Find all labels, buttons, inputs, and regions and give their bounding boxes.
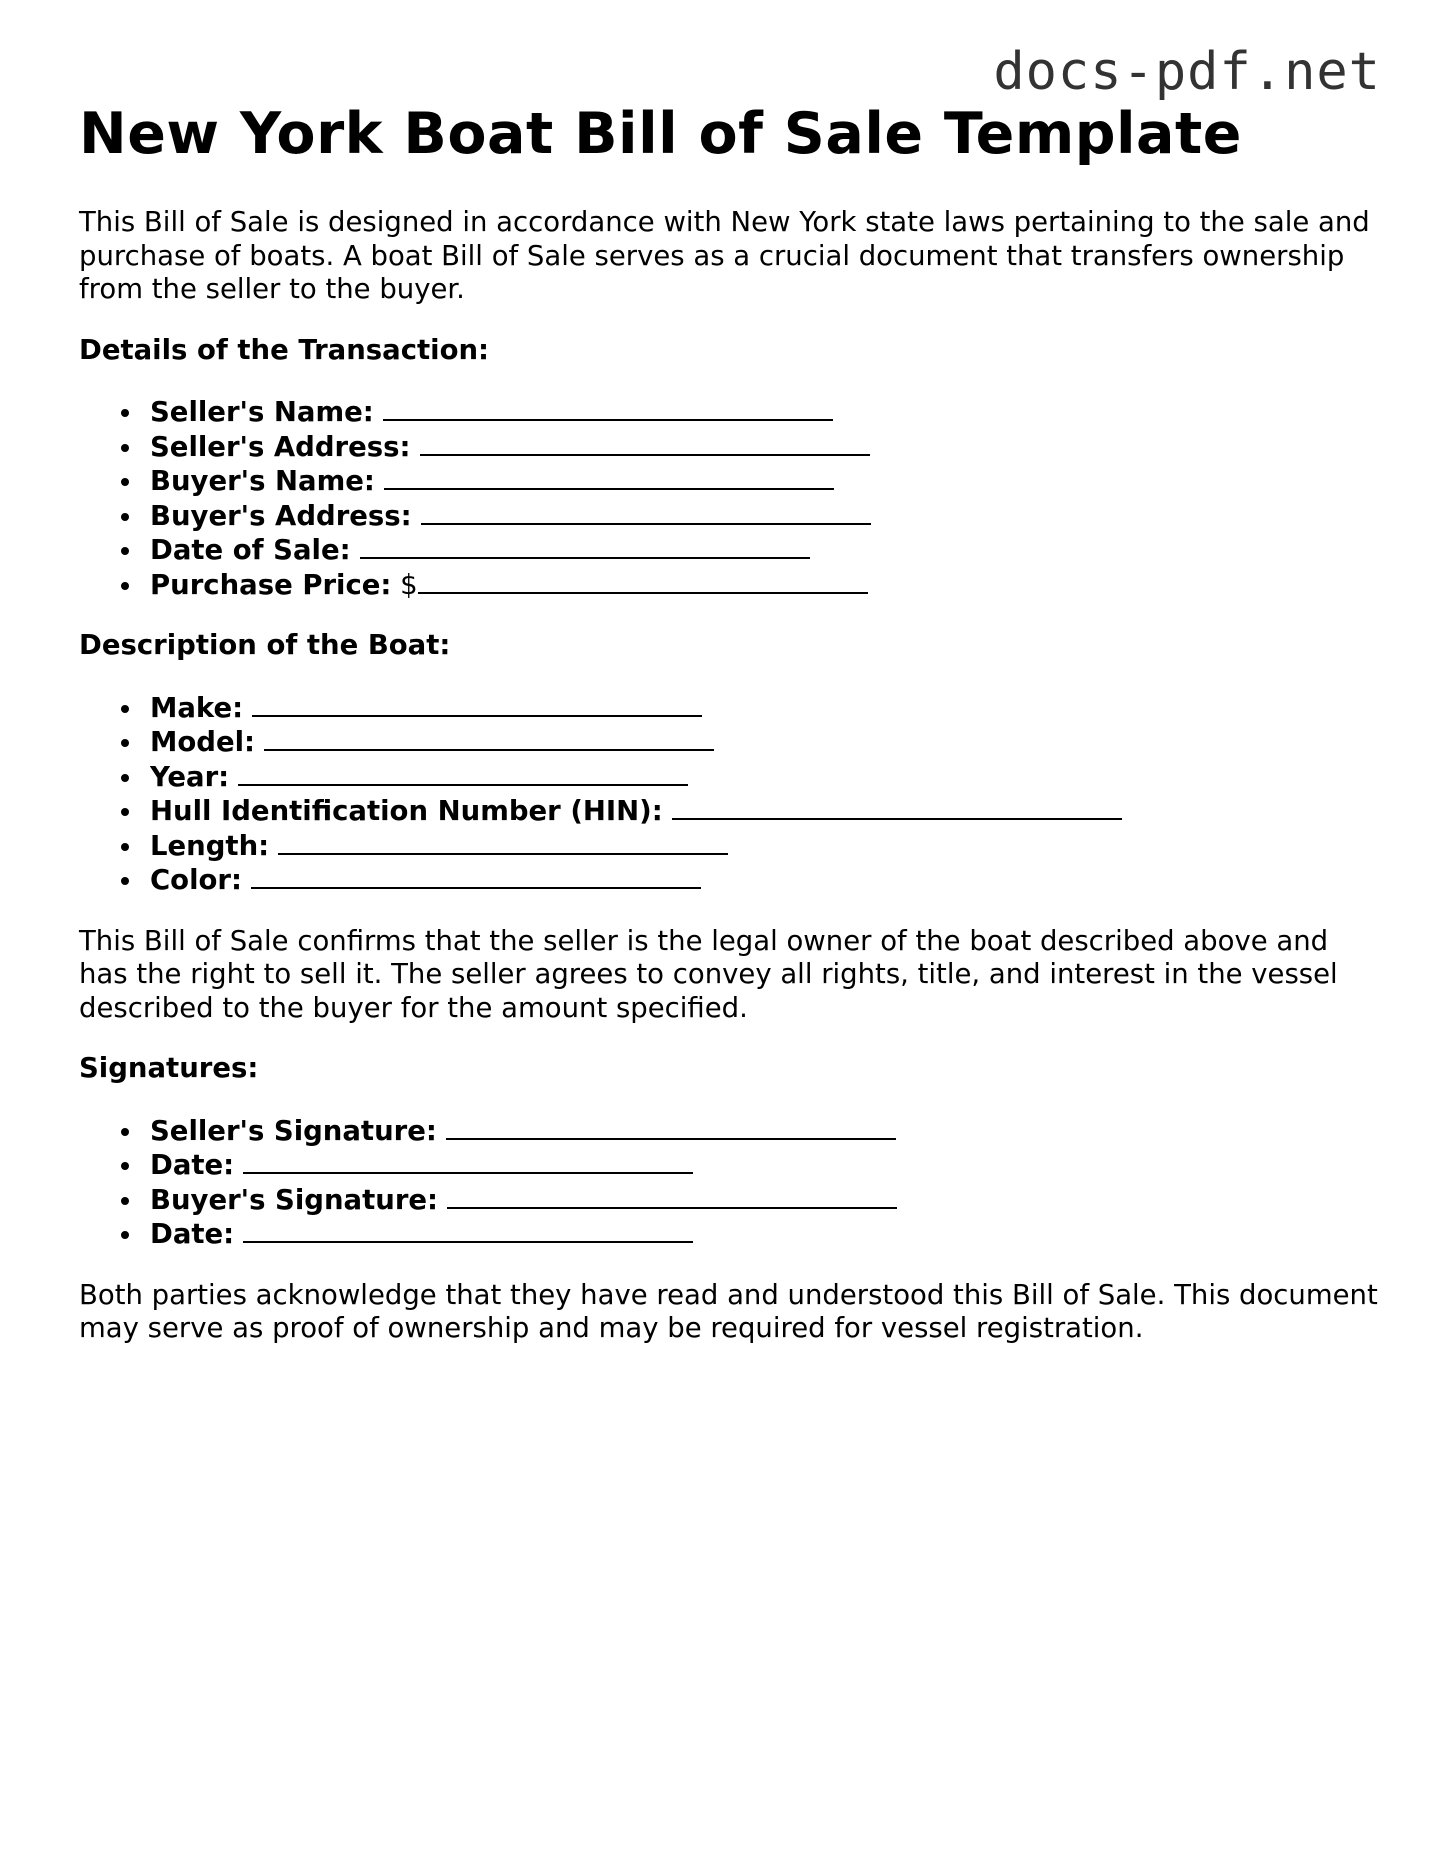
- field-label: Hull Identification Number (HIN):: [150, 795, 663, 827]
- model-blank[interactable]: [264, 725, 714, 751]
- seller-date-blank[interactable]: [243, 1148, 693, 1174]
- field-label: Seller's Name:: [150, 396, 374, 428]
- transaction-heading: Details of the Transaction:: [79, 333, 490, 366]
- seller-signature-blank[interactable]: [446, 1114, 896, 1140]
- seller-signature-field: [150, 1114, 1379, 1149]
- seller-address-blank[interactable]: [420, 430, 870, 456]
- closing-paragraph: Both parties acknowledge that they have read and understood this Bill of Sale. This document may serve as proof of ownership and may be required for vessel registration.: [79, 1278, 1378, 1344]
- hin-blank[interactable]: [672, 794, 1122, 820]
- field-label: Model:: [150, 726, 256, 758]
- confirmation-paragraph: This Bill of Sale confirms that the seller is the legal owner of the boat described above and has the right to sell it. The seller agrees to convey all rights, title, and interest in the vessel described to the buyer for the amount specified.: [79, 924, 1338, 1024]
- color-blank[interactable]: [251, 863, 701, 889]
- field-label: Purchase Price:: [150, 568, 392, 601]
- field-label: Length:: [150, 829, 270, 862]
- field-label: Color:: [150, 864, 242, 896]
- currency-symbol: $: [400, 568, 418, 601]
- buyer-address-field: [150, 499, 1379, 534]
- intro-paragraph: This Bill of Sale is designed in accordance with New York state laws pertaining to the sale and purchase of boats. A boat Bill of Sale serves as a crucial document that transfers ownership from the seller to the buyer.: [79, 206, 1370, 305]
- buyer-name-blank[interactable]: [384, 464, 834, 490]
- document-title: New York Boat Bill of Sale Template: [79, 101, 1242, 167]
- purchase-price-blank[interactable]: [418, 568, 868, 594]
- field-label: Buyer's Name:: [150, 465, 375, 497]
- make-field: [150, 691, 1379, 726]
- buyer-date-blank[interactable]: [243, 1217, 693, 1243]
- length-blank[interactable]: [278, 829, 728, 855]
- year-blank[interactable]: [238, 760, 688, 786]
- field-label: Seller's Signature:: [150, 1114, 437, 1147]
- boat-heading: Description of the Boat:: [79, 629, 451, 661]
- buyer-date-field: [150, 1217, 1379, 1252]
- date-of-sale-field: [150, 533, 1379, 568]
- field-label: Date:: [150, 1149, 235, 1181]
- seller-address-field: [150, 430, 1379, 465]
- field-label: Year:: [150, 760, 230, 793]
- seller-name-blank[interactable]: [383, 395, 833, 421]
- length-field: [150, 829, 1379, 864]
- field-label: Seller's Address:: [150, 430, 411, 463]
- hin-field: [150, 794, 1379, 829]
- seller-name-field: [150, 395, 1379, 430]
- field-label: Date of Sale:: [150, 534, 351, 566]
- year-field: [150, 760, 1379, 795]
- buyer-name-field: [150, 464, 1379, 499]
- buyer-signature-field: [150, 1183, 1379, 1218]
- make-blank[interactable]: [252, 691, 702, 717]
- color-field: [150, 863, 1379, 898]
- purchase-price-field: [150, 568, 1379, 603]
- transaction-fields-list: [79, 395, 1379, 602]
- field-label: Buyer's Signature:: [150, 1183, 439, 1216]
- seller-date-field: [150, 1148, 1379, 1183]
- date-of-sale-blank[interactable]: [360, 533, 810, 559]
- boat-fields-list: [79, 691, 1379, 898]
- field-label: Date:: [150, 1218, 235, 1250]
- signatures-heading: Signatures:: [79, 1052, 259, 1084]
- buyer-signature-blank[interactable]: [447, 1183, 897, 1209]
- field-label: Buyer's Address:: [150, 499, 412, 532]
- buyer-address-blank[interactable]: [421, 499, 871, 525]
- watermark: docs-pdf.net: [993, 42, 1381, 102]
- model-field: [150, 725, 1379, 760]
- signature-fields-list: [79, 1114, 1379, 1252]
- document-body: [79, 100, 1379, 1346]
- field-label: Make:: [150, 691, 244, 724]
